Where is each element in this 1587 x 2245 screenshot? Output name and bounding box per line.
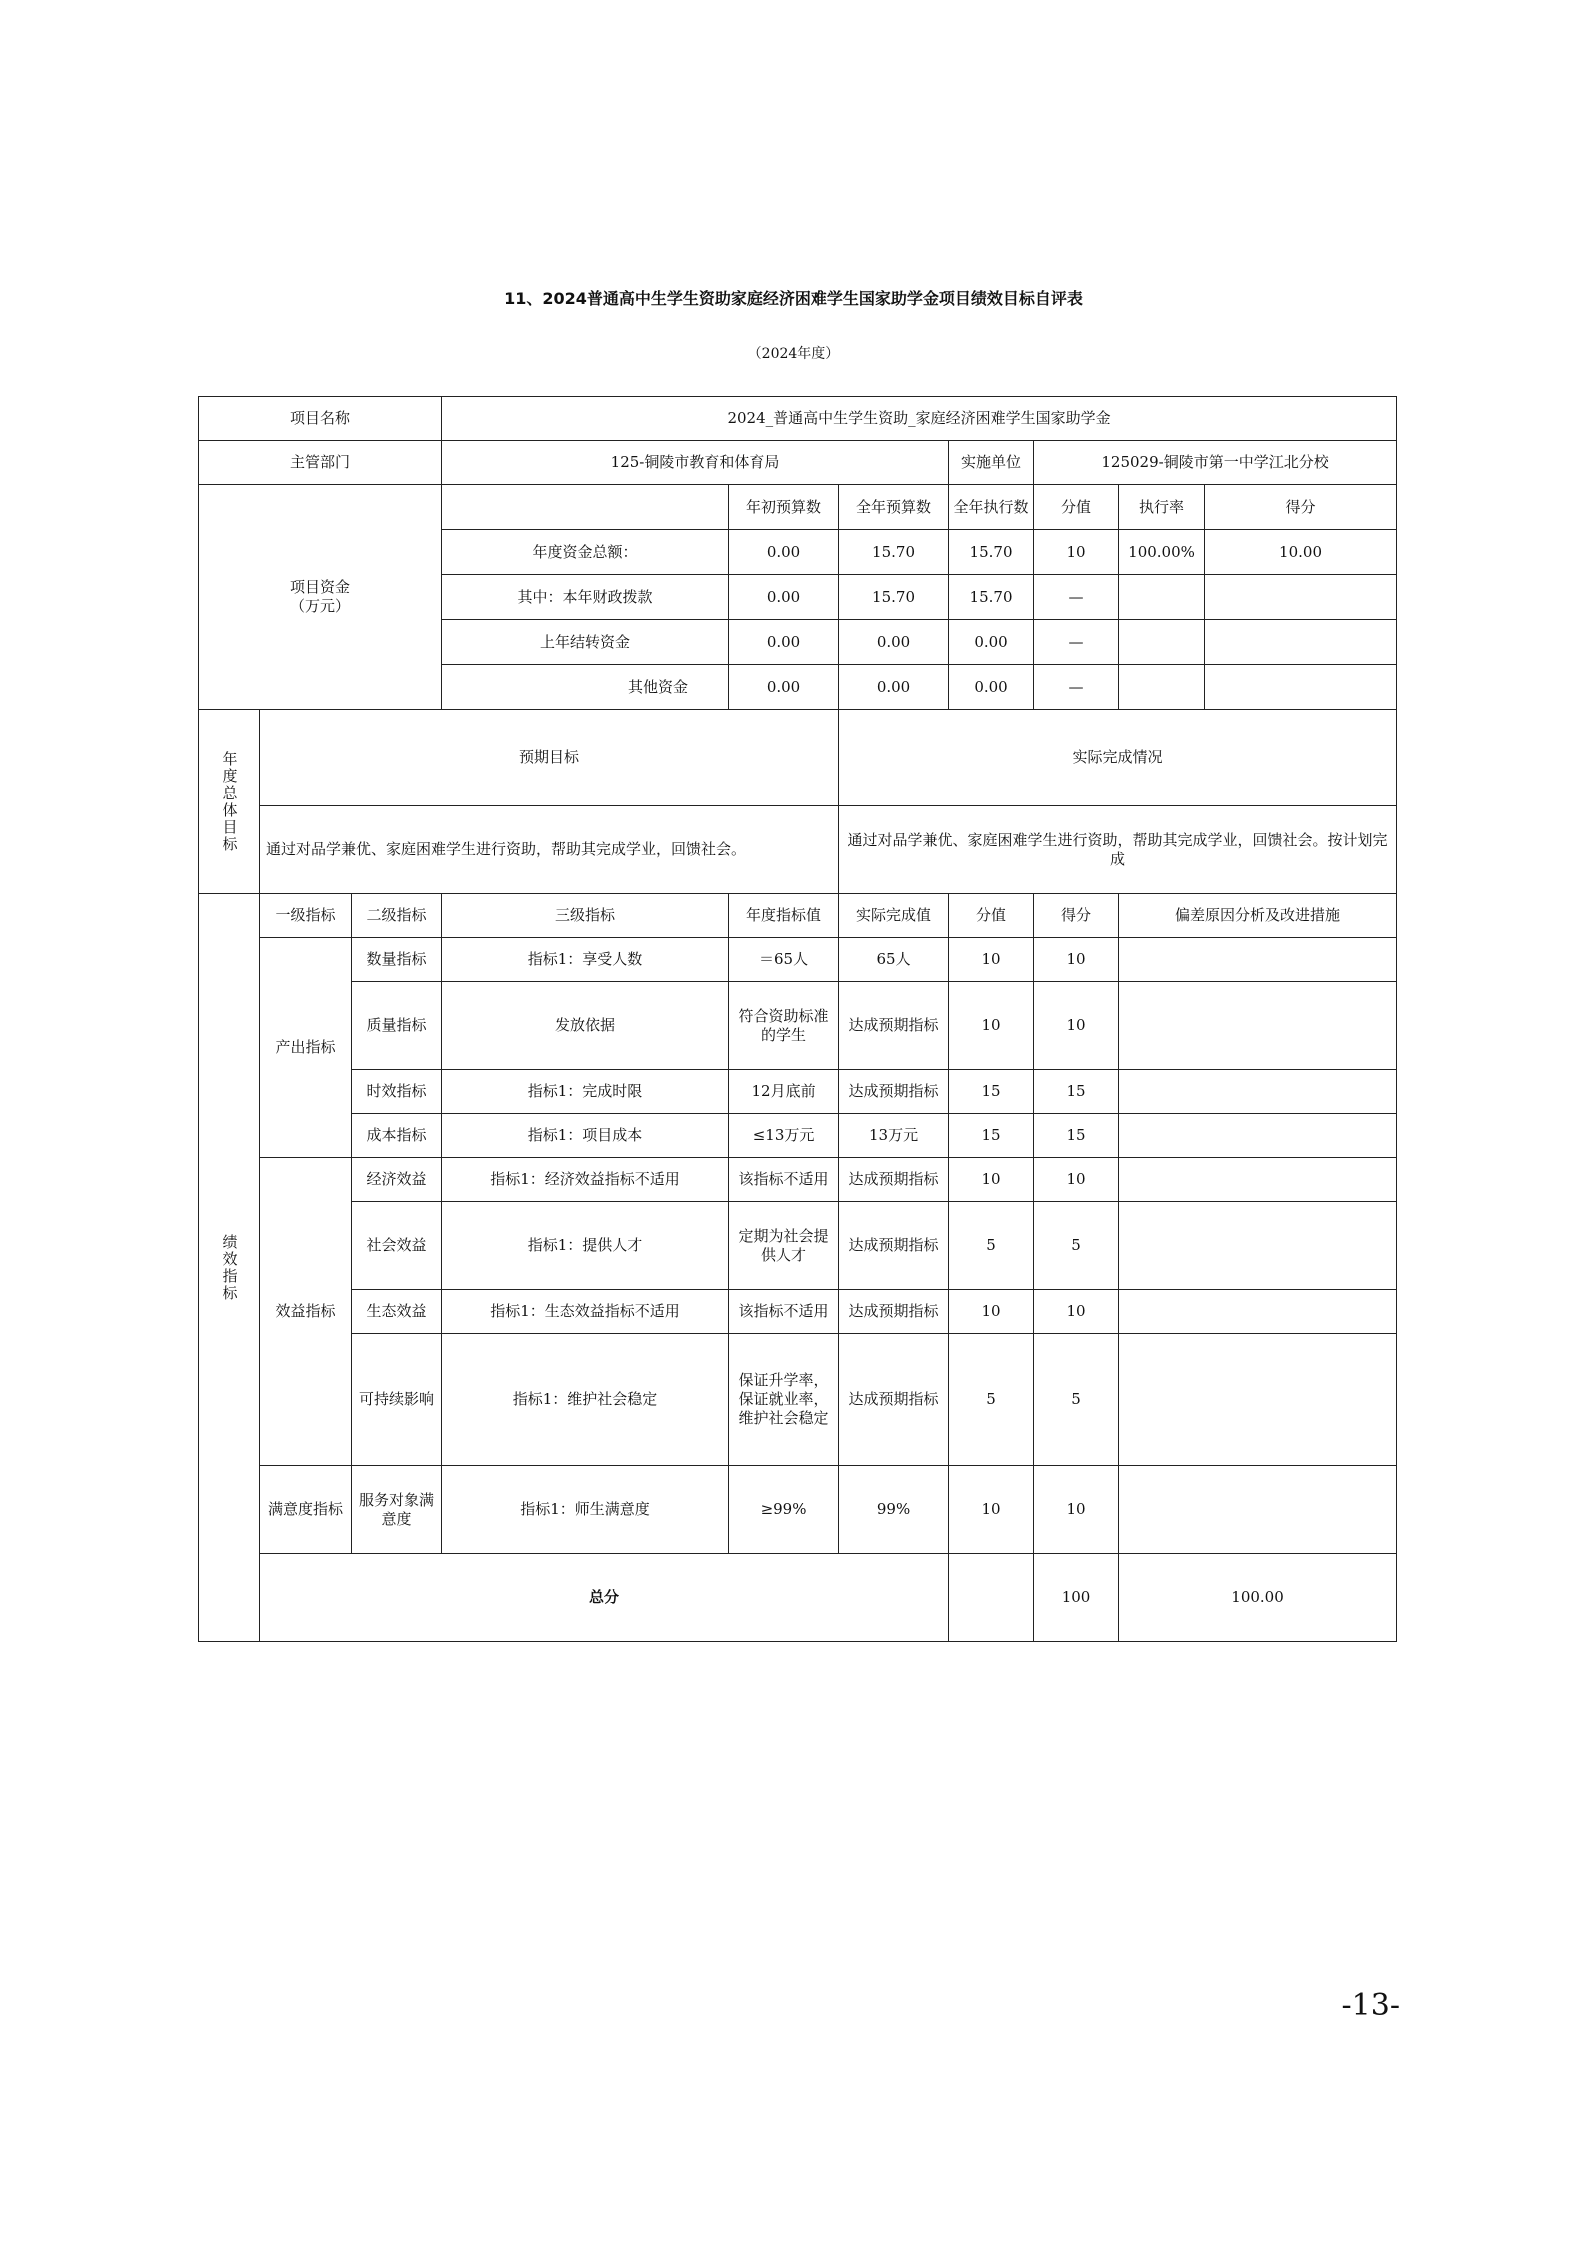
- funds-header-split: [1119, 485, 1397, 530]
- level2-cell: 服务对象满意度: [352, 1466, 442, 1554]
- funds-split: [1119, 665, 1397, 710]
- deviation-cell: [1119, 1158, 1397, 1202]
- funds-header-score-value: 分值: [1034, 485, 1119, 530]
- funds-score-value: —: [1034, 665, 1119, 710]
- score-cell: 10: [1034, 982, 1119, 1070]
- actual-cell: 13万元: [839, 1114, 949, 1158]
- indicator-row: [199, 938, 1397, 982]
- funds-header-blank: [442, 485, 729, 530]
- level3-cell: 指标1：维护社会稳定: [442, 1334, 729, 1466]
- funds-annual: 15.70: [839, 575, 949, 620]
- level1-benefit: 效益指标: [260, 1158, 352, 1466]
- funds-header-score: 得分: [1285, 497, 1316, 516]
- level2-cell: 经济效益: [352, 1158, 442, 1202]
- funds-label: 项目资金 （万元）: [199, 485, 442, 710]
- score-value-cell: 10: [949, 1290, 1034, 1334]
- level3-cell: 指标1：生态效益指标不适用: [442, 1290, 729, 1334]
- deviation-cell: [1119, 982, 1397, 1070]
- score-value-cell: 10: [949, 982, 1034, 1070]
- deviation-cell: [1119, 1114, 1397, 1158]
- goals-header-row: [199, 710, 1397, 806]
- funds-executed: 0.00: [949, 665, 1034, 710]
- funds-annual: 0.00: [839, 620, 949, 665]
- deviation-cell: [1119, 1070, 1397, 1114]
- department-label: 主管部门: [199, 441, 442, 485]
- goals-label: 年度总体目标: [220, 750, 239, 853]
- actual-cell: 65人: [839, 938, 949, 982]
- level2-cell: 可持续影响: [352, 1334, 442, 1466]
- level1-output: 产出指标: [260, 938, 352, 1158]
- level1-satisfaction: 满意度指标: [260, 1466, 352, 1554]
- level3-cell: 指标1：享受人数: [442, 938, 729, 982]
- actual-cell: 99%: [839, 1466, 949, 1554]
- funds-score: 10.00: [1279, 542, 1322, 561]
- goals-expected-text: 通过对品学兼优、家庭困难学生进行资助，帮助其完成学业，回馈社会。: [260, 806, 839, 894]
- score-value-cell: 10: [949, 1466, 1034, 1554]
- score-value-cell: 5: [949, 1202, 1034, 1290]
- level3-cell: 指标1：完成时限: [442, 1070, 729, 1114]
- target-cell: ≥99%: [729, 1466, 839, 1554]
- header-actual: 实际完成值: [839, 894, 949, 938]
- target-cell: 保证升学率，保证就业率，维护社会稳定: [729, 1334, 839, 1466]
- goals-expected-header: 预期目标: [260, 710, 839, 806]
- department-row: [199, 441, 1397, 485]
- unit-value: 125029-铜陵市第一中学江北分校: [1034, 441, 1397, 485]
- indicator-row: [199, 1466, 1397, 1554]
- target-cell: 定期为社会提供人才: [729, 1202, 839, 1290]
- funds-initial: 0.00: [729, 575, 839, 620]
- actual-cell: 达成预期指标: [839, 1290, 949, 1334]
- actual-cell: 达成预期指标: [839, 1158, 949, 1202]
- level3-cell: 指标1：师生满意度: [442, 1466, 729, 1554]
- score-value-cell: 15: [949, 1070, 1034, 1114]
- funds-initial: 0.00: [729, 530, 839, 575]
- level3-cell: 指标1：项目成本: [442, 1114, 729, 1158]
- level2-cell: 数量指标: [352, 938, 442, 982]
- goals-actual-text: 通过对品学兼优、家庭困难学生进行资助，帮助其完成学业，回馈社会。按计划完成: [839, 806, 1397, 894]
- indicator-row: [199, 1202, 1397, 1290]
- funds-score: [1205, 575, 1396, 619]
- target-cell: ≤13万元: [729, 1114, 839, 1158]
- funds-header-annual: 全年预算数: [839, 485, 949, 530]
- self-evaluation-table: [198, 396, 1397, 1642]
- score-value-cell: 15: [949, 1114, 1034, 1158]
- header-score-value: 分值: [949, 894, 1034, 938]
- funds-row-label: 上年结转资金: [442, 620, 729, 665]
- score-cell: 10: [1034, 1466, 1119, 1554]
- header-level2: 二级指标: [352, 894, 442, 938]
- level2-cell: 社会效益: [352, 1202, 442, 1290]
- goals-label-cell: [199, 710, 260, 894]
- funds-score-value: —: [1034, 575, 1119, 620]
- funds-split: [1119, 620, 1397, 665]
- goals-content-row: [199, 806, 1397, 894]
- funds-rate: [1119, 665, 1205, 709]
- actual-cell: 达成预期指标: [839, 1202, 949, 1290]
- funds-executed: 15.70: [949, 530, 1034, 575]
- funds-split: [1119, 530, 1397, 575]
- funds-header-executed: 全年执行数: [949, 485, 1034, 530]
- funds-row-label: 其中：本年财政拨款: [442, 575, 729, 620]
- indicator-row: [199, 1114, 1397, 1158]
- score-value-cell: 10: [949, 938, 1034, 982]
- page-subtitle: （2024年度）: [747, 346, 840, 362]
- deviation-cell: [1119, 1466, 1397, 1554]
- funds-initial: 0.00: [729, 665, 839, 710]
- funds-split: [1119, 575, 1397, 620]
- project-name-value: 2024_普通高中生学生资助_家庭经济困难学生国家助学金: [442, 397, 1397, 441]
- level2-cell: 成本指标: [352, 1114, 442, 1158]
- funds-score-value: 10: [1034, 530, 1119, 575]
- score-cell: 15: [1034, 1070, 1119, 1114]
- target-cell: 符合资助标准的学生: [729, 982, 839, 1070]
- score-cell: 10: [1034, 938, 1119, 982]
- score-cell: 5: [1034, 1334, 1119, 1466]
- target-cell: 该指标不适用: [729, 1158, 839, 1202]
- indicator-row: [199, 1070, 1397, 1114]
- goals-actual-header: 实际完成情况: [839, 710, 1397, 806]
- funds-header-row: [199, 485, 1397, 530]
- level2-cell: 质量指标: [352, 982, 442, 1070]
- header-deviation: 偏差原因分析及改进措施: [1119, 894, 1397, 938]
- total-score-value: 100: [1034, 1554, 1119, 1642]
- department-value: 125-铜陵市教育和体育局: [442, 441, 949, 485]
- funds-score: [1205, 620, 1396, 664]
- total-label: 总分: [260, 1554, 949, 1642]
- level3-cell: 发放依据: [442, 982, 729, 1070]
- target-cell: 12月底前: [729, 1070, 839, 1114]
- score-cell: 10: [1034, 1290, 1119, 1334]
- level2-cell: 时效指标: [352, 1070, 442, 1114]
- actual-cell: 达成预期指标: [839, 1070, 949, 1114]
- deviation-cell: [1119, 1202, 1397, 1290]
- funds-rate: [1119, 620, 1205, 664]
- deviation-cell: [1119, 1290, 1397, 1334]
- total-score: 100.00: [1119, 1554, 1397, 1642]
- funds-rate: [1119, 575, 1205, 619]
- target-cell: ＝65人: [729, 938, 839, 982]
- level3-cell: 指标1：提供人才: [442, 1202, 729, 1290]
- funds-score: [1205, 665, 1396, 709]
- indicator-row: [199, 1290, 1397, 1334]
- performance-label-cell: [199, 894, 260, 1642]
- funds-executed: 0.00: [949, 620, 1034, 665]
- funds-row-label: 其他资金: [442, 665, 729, 710]
- header-target: 年度指标值: [729, 894, 839, 938]
- unit-label: 实施单位: [949, 441, 1034, 485]
- deviation-cell: [1119, 938, 1397, 982]
- funds-annual: 0.00: [839, 665, 949, 710]
- indicator-row: [199, 1158, 1397, 1202]
- level2-cell: 生态效益: [352, 1290, 442, 1334]
- funds-initial: 0.00: [729, 620, 839, 665]
- header-level3: 三级指标: [442, 894, 729, 938]
- funds-header-rate: 执行率: [1119, 485, 1205, 529]
- score-value-cell: 5: [949, 1334, 1034, 1466]
- deviation-cell: [1119, 1334, 1397, 1466]
- funds-row-label: 年度资金总额：: [442, 530, 729, 575]
- performance-label: 绩效指标: [220, 1233, 239, 1302]
- performance-header-row: [199, 894, 1397, 938]
- score-cell: 15: [1034, 1114, 1119, 1158]
- total-blank: [949, 1554, 1034, 1642]
- header-score: 得分: [1034, 894, 1119, 938]
- indicator-row: [199, 982, 1397, 1070]
- funds-score-value: —: [1034, 620, 1119, 665]
- total-row: [199, 1554, 1397, 1642]
- header-level1: 一级指标: [260, 894, 352, 938]
- project-name-row: [199, 397, 1397, 441]
- page-title: 11、2024普通高中生学生资助家庭经济困难学生国家助学金项目绩效目标自评表: [504, 289, 1083, 308]
- funds-header-initial: 年初预算数: [729, 485, 839, 530]
- funds-annual: 15.70: [839, 530, 949, 575]
- score-value-cell: 10: [949, 1158, 1034, 1202]
- score-cell: 5: [1034, 1202, 1119, 1290]
- indicator-row: [199, 1334, 1397, 1466]
- funds-rate: 100.00%: [1119, 530, 1205, 574]
- actual-cell: 达成预期指标: [839, 982, 949, 1070]
- funds-executed: 15.70: [949, 575, 1034, 620]
- actual-cell: 达成预期指标: [839, 1334, 949, 1466]
- page-number: -13-: [1341, 1988, 1400, 2023]
- level3-cell: 指标1：经济效益指标不适用: [442, 1158, 729, 1202]
- score-cell: 10: [1034, 1158, 1119, 1202]
- project-name-label: 项目名称: [199, 397, 442, 441]
- target-cell: 该指标不适用: [729, 1290, 839, 1334]
